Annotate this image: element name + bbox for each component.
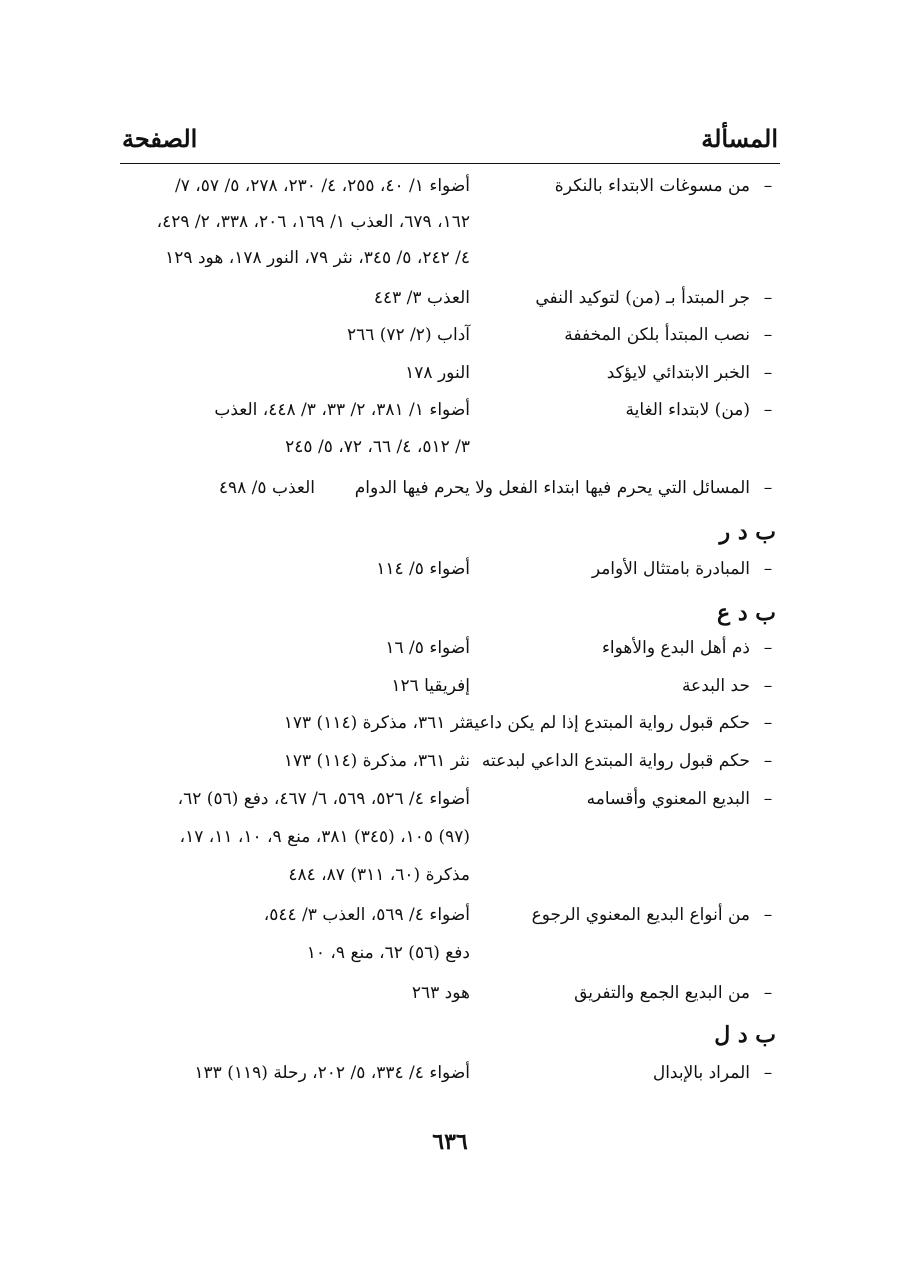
root-section-heading: ب د ل	[714, 1022, 776, 1048]
entry-reference: أضواء ٤/ ٥٢٦، ٥٦٩، ٦/ ٤٦٧، دفع (٥٦) ٦٢،	[177, 789, 470, 809]
root-section-heading: ب د ر	[719, 519, 776, 545]
entry-reference: أضواء ٤/ ٣٣٤، ٥/ ٢٠٢، رحلة (١١٩) ١٣٣	[194, 1063, 470, 1083]
entry-reference: العذب ٥/ ٤٩٨	[218, 478, 315, 498]
entry-reference-continued: دفع (٥٦) ٦٢، منع ٩، ١٠	[306, 943, 470, 963]
header-rule	[120, 163, 780, 164]
entry-dash: –	[763, 325, 773, 345]
entry-reference: نثر ٣٦١، مذكرة (١١٤) ١٧٣	[283, 751, 470, 771]
entry-reference-continued: (٩٧) ١٠٥، (٣٤٥) ٣٨١، منع ٩، ١٠، ١١، ١٧،	[179, 827, 470, 847]
entry-reference: آداب (٢/ ٧٢) ٢٦٦	[346, 325, 470, 345]
entry-topic: المبادرة بامتثال الأوامر	[591, 559, 750, 579]
entry-topic: المسائل التي يحرم فيها ابتداء الفعل ولا يحرم فيها الدوام	[354, 478, 750, 498]
entry-dash: –	[763, 751, 773, 771]
entry-topic: (من) لابتداء الغاية	[625, 400, 750, 420]
entry-topic: الخبر الابتدائي لايؤكد	[606, 363, 750, 383]
entry-reference: أضواء ٥/ ١١٤	[376, 559, 470, 579]
root-section-heading: ب د ع	[717, 600, 776, 626]
entry-reference: أضواء ١/ ٣٨١، ٢/ ٣٣، ٣/ ٤٤٨، العذب	[214, 400, 470, 420]
column-heading-page: الصفحة	[122, 124, 198, 153]
entry-dash: –	[763, 363, 773, 383]
entry-dash: –	[763, 400, 773, 420]
entry-topic: جر المبتدأ بـ (من) لتوكيد النفي	[535, 288, 750, 308]
entry-dash: –	[763, 638, 773, 658]
entry-topic: ذم أهل البدع والأهواء	[601, 638, 750, 658]
entry-reference: نثر ٣٦١، مذكرة (١١٤) ١٧٣	[283, 713, 470, 733]
entry-dash: –	[763, 176, 773, 196]
entry-dash: –	[763, 559, 773, 579]
entry-topic: حكم قبول رواية المبتدع الداعي لبدعته	[481, 751, 750, 771]
entry-reference: أضواء ٥/ ١٦	[385, 638, 470, 658]
entry-dash: –	[763, 905, 773, 925]
entry-dash: –	[763, 1063, 773, 1083]
entry-topic: المراد بالإبدال	[652, 1063, 750, 1083]
page-number: ٦٣٦	[432, 1129, 468, 1155]
entry-dash: –	[763, 288, 773, 308]
column-heading-issue: المسألة	[701, 124, 778, 153]
entry-reference-continued: مذكرة (٦٠، ٣١١) ٨٧، ٤٨٤	[288, 865, 470, 885]
entry-dash: –	[763, 478, 773, 498]
entry-reference-continued: ٤/ ٢٤٢، ٥/ ٣٤٥، نثر ٧٩، النور ١٧٨، هود ١٢٩	[165, 248, 470, 268]
entry-topic: من البديع الجمع والتفريق	[574, 983, 750, 1003]
entry-topic: حكم قبول رواية المبتدع إذا لم يكن داعية	[465, 713, 750, 733]
entry-reference: أضواء ١/ ٤٠، ٢٥٥، ٤/ ٢٣٠، ٢٧٨، ٥/ ٥٧، ٧/	[175, 176, 470, 196]
entry-topic: من أنواع البديع المعنوي الرجوع	[531, 905, 750, 925]
entry-topic: من مسوغات الابتداء بالنكرة	[554, 176, 750, 196]
entry-reference: أضواء ٤/ ٥٦٩، العذب ٣/ ٥٤٤،	[263, 905, 470, 925]
entry-topic: البديع المعنوي وأقسامه	[586, 789, 750, 809]
entry-dash: –	[763, 676, 773, 696]
entry-reference-continued: ٣/ ٥١٢، ٤/ ٦٦، ٧٢، ٥/ ٢٤٥	[285, 437, 470, 457]
entry-topic: حد البدعة	[681, 676, 750, 696]
entry-dash: –	[763, 983, 773, 1003]
entry-reference: هود ٢٦٣	[411, 983, 470, 1003]
entry-dash: –	[763, 713, 773, 733]
entry-reference: العذب ٣/ ٤٤٣	[373, 288, 470, 308]
entry-dash: –	[763, 789, 773, 809]
entry-reference: النور ١٧٨	[405, 363, 470, 383]
entry-reference-continued: ١٦٢، ٦٧٩، العذب ١/ ١٦٩، ٢٠٦، ٣٣٨، ٢/ ٤٢٩،	[156, 212, 470, 232]
entry-topic: نصب المبتدأ بلكن المخففة	[564, 325, 750, 345]
entry-reference: إفريقيا ١٢٦	[391, 676, 470, 696]
